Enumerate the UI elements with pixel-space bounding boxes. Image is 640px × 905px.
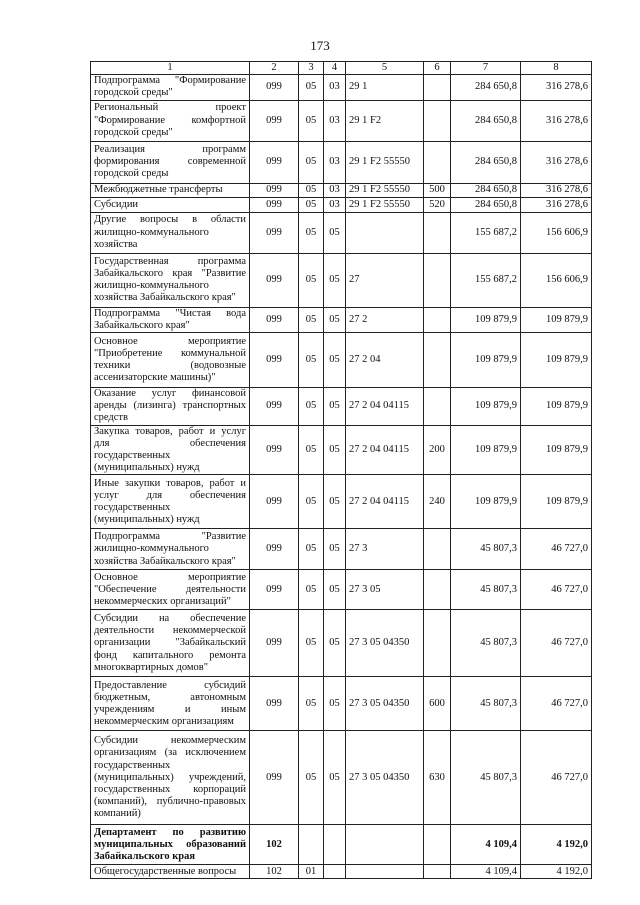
ministry-code-cell: 099 (250, 388, 299, 426)
amount-year2-cell: 109 879,9 (521, 388, 592, 426)
amount-year2-cell: 46 727,0 (521, 570, 592, 610)
section-code-cell: 05 (299, 75, 324, 100)
row-name-cell: Подпрограмма "Чистая вода Забайкальского края" (91, 307, 250, 332)
ministry-code-cell: 099 (250, 425, 299, 475)
table-row (91, 865, 592, 879)
table-row (91, 825, 592, 865)
expense-type-cell (424, 75, 451, 100)
row-name-cell: Оказание услуг финансовой аренды (лизинга) транспортных средств (91, 388, 250, 426)
section-code-cell: 05 (299, 570, 324, 610)
table-row (91, 475, 592, 529)
amount-year2-cell: 109 879,9 (521, 307, 592, 332)
ministry-code-cell: 099 (250, 333, 299, 388)
section-code-cell: 05 (299, 253, 324, 307)
expense-type-cell: 240 (424, 475, 451, 529)
expense-type-cell (424, 100, 451, 141)
amount-year2-cell: 109 879,9 (521, 475, 592, 529)
ministry-code-cell: 099 (250, 183, 299, 197)
column-header: 4 (324, 62, 346, 75)
row-name-cell: Субсидии на обеспечение деятельности некоммерческой организации "Забайкальский фонд капитального ремонта многоквартирных домов" (91, 610, 250, 677)
column-header: 2 (250, 62, 299, 75)
row-name-cell: Субсидии (91, 197, 250, 212)
table-row (91, 529, 592, 570)
table-row (91, 100, 592, 141)
expense-type-cell: 630 (424, 731, 451, 825)
amount-year2-cell: 316 278,6 (521, 75, 592, 100)
row-name-cell: Межбюджетные трансферты (91, 183, 250, 197)
expense-type-cell: 500 (424, 183, 451, 197)
row-name-cell: Другие вопросы в области жилищно-коммунального хозяйства (91, 212, 250, 253)
table-row (91, 141, 592, 183)
row-name-cell: Основное мероприятие "Приобретение коммунальной техники (водовозные ассенизаторские машины)" (91, 333, 250, 388)
ministry-code-cell: 099 (250, 610, 299, 677)
amount-year1-cell: 45 807,3 (451, 677, 521, 731)
subsection-code-cell: 05 (324, 425, 346, 475)
ministry-code-cell: 099 (250, 475, 299, 529)
amount-year1-cell: 284 650,8 (451, 197, 521, 212)
section-code-cell: 05 (299, 183, 324, 197)
section-code-cell (299, 825, 324, 865)
table-body (91, 75, 592, 879)
table-row (91, 388, 592, 426)
target-article-cell: 29 1 F2 55550 (346, 197, 424, 212)
amount-year2-cell: 109 879,9 (521, 425, 592, 475)
amount-year2-cell: 316 278,6 (521, 141, 592, 183)
target-article-cell: 27 3 05 04350 (346, 677, 424, 731)
subsection-code-cell: 03 (324, 197, 346, 212)
row-name-cell: Подпрограмма "Формирование городской среды" (91, 75, 250, 100)
target-article-cell: 29 1 F2 55550 (346, 141, 424, 183)
expense-type-cell (424, 825, 451, 865)
section-code-cell: 05 (299, 100, 324, 141)
amount-year1-cell: 109 879,9 (451, 388, 521, 426)
ministry-code-cell: 099 (250, 197, 299, 212)
target-article-cell: 27 3 05 04350 (346, 610, 424, 677)
page-number: 173 (310, 38, 330, 53)
expense-type-cell (424, 610, 451, 677)
expense-type-cell (424, 212, 451, 253)
section-code-cell: 05 (299, 731, 324, 825)
amount-year1-cell: 4 109,4 (451, 825, 521, 865)
target-article-cell: 27 2 (346, 307, 424, 332)
expense-type-cell: 600 (424, 677, 451, 731)
subsection-code-cell: 05 (324, 475, 346, 529)
table-row (91, 731, 592, 825)
amount-year2-cell: 46 727,0 (521, 610, 592, 677)
subsection-code-cell: 03 (324, 141, 346, 183)
amount-year1-cell: 155 687,2 (451, 253, 521, 307)
table-row (91, 333, 592, 388)
table-row (91, 425, 592, 475)
amount-year2-cell: 316 278,6 (521, 100, 592, 141)
section-code-cell: 05 (299, 388, 324, 426)
ministry-code-cell: 102 (250, 865, 299, 879)
column-header: 1 (91, 62, 250, 75)
ministry-code-cell: 099 (250, 307, 299, 332)
amount-year2-cell: 46 727,0 (521, 731, 592, 825)
amount-year2-cell: 109 879,9 (521, 333, 592, 388)
target-article-cell: 27 (346, 253, 424, 307)
section-code-cell: 05 (299, 677, 324, 731)
ministry-code-cell: 099 (250, 570, 299, 610)
expense-type-cell (424, 570, 451, 610)
section-code-cell: 05 (299, 425, 324, 475)
row-name-cell: Государственная программа Забайкальского края "Развитие жилищно-коммунального хозяйства Забайкальского края" (91, 253, 250, 307)
amount-year1-cell: 109 879,9 (451, 307, 521, 332)
amount-year1-cell: 109 879,9 (451, 475, 521, 529)
amount-year1-cell: 284 650,8 (451, 141, 521, 183)
table-row (91, 183, 592, 197)
amount-year1-cell: 109 879,9 (451, 333, 521, 388)
expense-type-cell (424, 307, 451, 332)
expense-type-cell: 200 (424, 425, 451, 475)
section-code-cell: 01 (299, 865, 324, 879)
table-row (91, 570, 592, 610)
table-row (91, 677, 592, 731)
amount-year1-cell: 155 687,2 (451, 212, 521, 253)
amount-year1-cell: 45 807,3 (451, 529, 521, 570)
subsection-code-cell: 05 (324, 570, 346, 610)
section-code-cell: 05 (299, 307, 324, 332)
subsection-code-cell: 05 (324, 731, 346, 825)
section-code-cell: 05 (299, 333, 324, 388)
amount-year1-cell: 45 807,3 (451, 731, 521, 825)
amount-year1-cell: 4 109,4 (451, 865, 521, 879)
subsection-code-cell: 05 (324, 610, 346, 677)
ministry-code-cell: 099 (250, 75, 299, 100)
subsection-code-cell: 03 (324, 100, 346, 141)
subsection-code-cell: 05 (324, 333, 346, 388)
target-article-cell: 27 2 04 04115 (346, 475, 424, 529)
amount-year1-cell: 109 879,9 (451, 425, 521, 475)
target-article-cell (346, 825, 424, 865)
subsection-code-cell: 05 (324, 388, 346, 426)
table-row (91, 610, 592, 677)
column-header: 5 (346, 62, 424, 75)
column-header: 3 (299, 62, 324, 75)
ministry-code-cell: 099 (250, 529, 299, 570)
ministry-code-cell: 099 (250, 141, 299, 183)
target-article-cell: 29 1 (346, 75, 424, 100)
section-code-cell: 05 (299, 475, 324, 529)
column-header: 7 (451, 62, 521, 75)
subsection-code-cell: 03 (324, 75, 346, 100)
amount-year2-cell: 316 278,6 (521, 183, 592, 197)
table-row (91, 212, 592, 253)
amount-year1-cell: 284 650,8 (451, 183, 521, 197)
expense-type-cell (424, 865, 451, 879)
row-name-cell: Региональный проект "Формирование комфортной городской среды" (91, 100, 250, 141)
column-header: 8 (521, 62, 592, 75)
subsection-code-cell: 05 (324, 529, 346, 570)
target-article-cell: 27 3 05 04350 (346, 731, 424, 825)
ministry-code-cell: 099 (250, 677, 299, 731)
ministry-code-cell: 099 (250, 731, 299, 825)
row-name-cell: Закупка товаров, работ и услуг для обеспечения государственных (муниципальных) нужд (91, 425, 250, 475)
expense-type-cell (424, 529, 451, 570)
subsection-code-cell (324, 825, 346, 865)
amount-year2-cell: 46 727,0 (521, 677, 592, 731)
expense-type-cell (424, 141, 451, 183)
row-name-cell: Иные закупки товаров, работ и услуг для обеспечения государственных (муниципальных) нужд (91, 475, 250, 529)
section-code-cell: 05 (299, 141, 324, 183)
table-row (91, 75, 592, 100)
subsection-code-cell: 03 (324, 183, 346, 197)
subsection-code-cell: 05 (324, 212, 346, 253)
ministry-code-cell: 099 (250, 212, 299, 253)
target-article-cell: 27 3 (346, 529, 424, 570)
ministry-code-cell: 102 (250, 825, 299, 865)
amount-year2-cell: 46 727,0 (521, 529, 592, 570)
amount-year2-cell: 316 278,6 (521, 197, 592, 212)
subsection-code-cell: 05 (324, 307, 346, 332)
amount-year1-cell: 45 807,3 (451, 610, 521, 677)
row-name-cell: Предоставление субсидий бюджетным, автономным учреждениям и иным некоммерческим организациям (91, 677, 250, 731)
budget-table (90, 61, 592, 879)
section-code-cell: 05 (299, 610, 324, 677)
target-article-cell (346, 865, 424, 879)
expense-type-cell (424, 253, 451, 307)
table-row (91, 307, 592, 332)
amount-year1-cell: 284 650,8 (451, 75, 521, 100)
ministry-code-cell: 099 (250, 100, 299, 141)
row-name-cell: Субсидии некоммерческим организациям (за исключением государственных (муниципальных) учреждений, государственных корпораций (компаний), публично-правовых компаний) (91, 731, 250, 825)
row-name-cell: Реализация программ формирования современной городской среды (91, 141, 250, 183)
amount-year2-cell: 4 192,0 (521, 865, 592, 879)
target-article-cell: 27 2 04 04115 (346, 388, 424, 426)
table-row (91, 253, 592, 307)
row-name-cell: Подпрограмма "Развитие жилищно-коммунального хозяйства Забайкальского края" (91, 529, 250, 570)
ministry-code-cell: 099 (250, 253, 299, 307)
column-header: 6 (424, 62, 451, 75)
table-row (91, 197, 592, 212)
expense-type-cell: 520 (424, 197, 451, 212)
section-code-cell: 05 (299, 529, 324, 570)
section-code-cell: 05 (299, 197, 324, 212)
target-article-cell: 29 1 F2 (346, 100, 424, 141)
subsection-code-cell: 05 (324, 677, 346, 731)
row-name-cell: Общегосударственные вопросы (91, 865, 250, 879)
table-header-row (91, 62, 592, 75)
target-article-cell: 29 1 F2 55550 (346, 183, 424, 197)
target-article-cell: 27 3 05 (346, 570, 424, 610)
amount-year2-cell: 156 606,9 (521, 253, 592, 307)
target-article-cell: 27 2 04 04115 (346, 425, 424, 475)
amount-year2-cell: 4 192,0 (521, 825, 592, 865)
section-code-cell: 05 (299, 212, 324, 253)
expense-type-cell (424, 333, 451, 388)
amount-year1-cell: 284 650,8 (451, 100, 521, 141)
amount-year1-cell: 45 807,3 (451, 570, 521, 610)
target-article-cell (346, 212, 424, 253)
expense-type-cell (424, 388, 451, 426)
row-name-cell: Основное мероприятие "Обеспечение деятельности некоммерческих организаций" (91, 570, 250, 610)
row-name-cell: Департамент по развитию муниципальных образований Забайкальского края (91, 825, 250, 865)
subsection-code-cell: 05 (324, 253, 346, 307)
amount-year2-cell: 156 606,9 (521, 212, 592, 253)
target-article-cell: 27 2 04 (346, 333, 424, 388)
subsection-code-cell (324, 865, 346, 879)
